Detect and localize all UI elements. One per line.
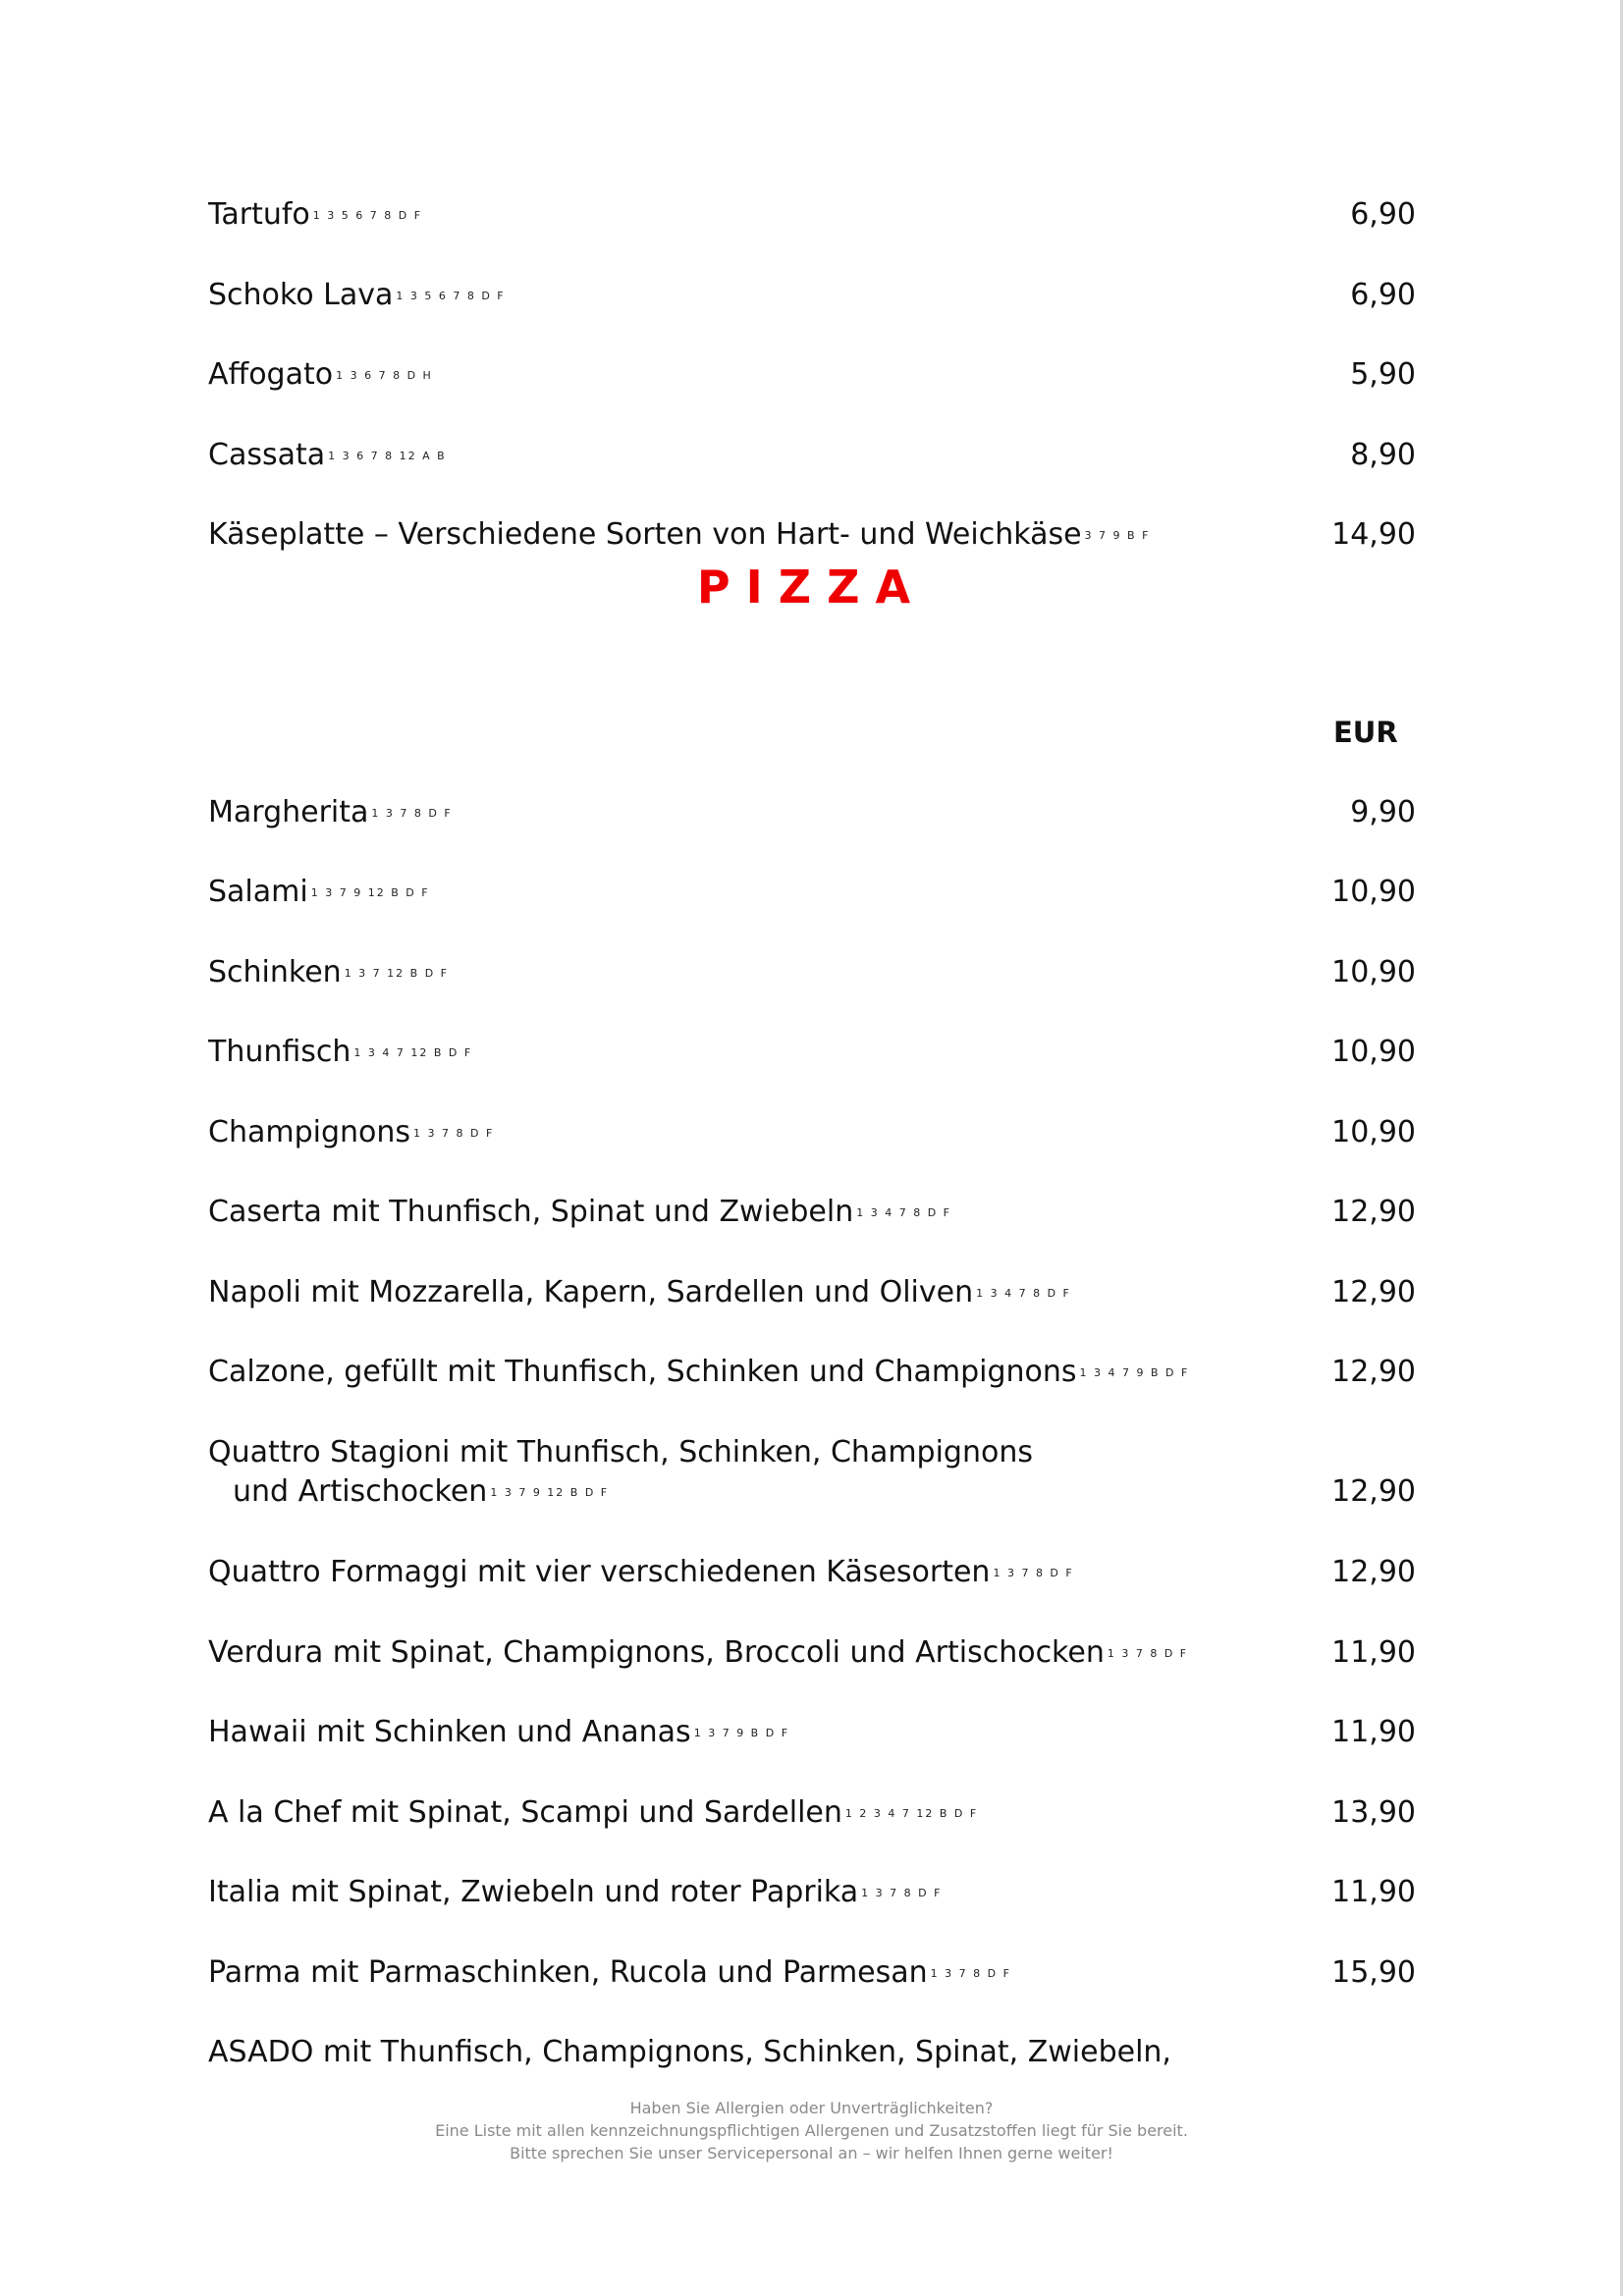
section-title-pizza: PIZZA <box>696 561 927 614</box>
allergen-code: 1 2 3 4 7 12 B D F <box>844 1807 979 1820</box>
allergen-code: 1 3 7 8 D F <box>993 1567 1074 1579</box>
item-name: Cassata <box>208 438 326 472</box>
allergy-note-line-1: Haben Sie Allergien oder Unverträglichkeiten? <box>629 2099 994 2117</box>
menu-item <box>208 1873 1416 1913</box>
item-name: Margherita <box>208 795 369 829</box>
item-price: 12,90 <box>1331 1275 1416 1309</box>
item-price: 12,90 <box>1331 1355 1416 1389</box>
allergy-note <box>0 2097 1623 2164</box>
menu-item <box>208 1193 1416 1233</box>
allergen-code: 1 3 5 6 7 8 D F <box>396 290 506 302</box>
allergen-code: 1 3 7 8 D F <box>413 1127 495 1140</box>
item-price: 12,90 <box>1331 1474 1416 1509</box>
allergen-code: 1 3 7 9 12 B D F <box>310 886 430 899</box>
menu-item <box>208 195 1416 236</box>
menu-item <box>208 793 1416 833</box>
allergen-code: 1 3 6 7 8 12 A B <box>328 450 447 462</box>
menu-item <box>208 436 1416 476</box>
allergen-code: 1 3 4 7 8 D F <box>856 1206 951 1219</box>
menu-item <box>208 2033 1416 2073</box>
allergen-code: 1 3 4 7 9 B D F <box>1079 1366 1190 1379</box>
item-price: 12,90 <box>1331 1195 1416 1229</box>
item-name: ASADO mit Thunfisch, Champignons, Schinken, Spinat, Zwiebeln, <box>208 2035 1171 2069</box>
item-name: Schoko Lava <box>208 278 394 312</box>
allergen-code: 3 7 9 B F <box>1084 529 1151 542</box>
allergen-code: 1 3 4 7 12 B D F <box>353 1046 473 1059</box>
item-name: Caserta mit Thunfisch, Spinat und Zwiebeln <box>208 1195 854 1229</box>
item-name: Schinken <box>208 955 342 989</box>
allergen-code: 1 3 6 7 8 D H <box>336 369 433 382</box>
item-price: 10,90 <box>1331 875 1416 909</box>
allergy-note-line-3: Bitte sprechen Sie unser Servicepersonal an – wir helfen Ihnen gerne weiter! <box>510 2144 1113 2163</box>
item-price: 12,90 <box>1331 1555 1416 1589</box>
item-price: 10,90 <box>1331 1035 1416 1069</box>
item-price: 11,90 <box>1331 1715 1416 1749</box>
item-name: Thunfisch <box>208 1035 352 1069</box>
menu-item <box>208 873 1416 913</box>
item-price: 11,90 <box>1331 1875 1416 1909</box>
item-name: Affogato <box>208 357 334 392</box>
allergy-note-line-2: Eine Liste mit allen kennzeichnungspflichtigen Allergenen und Zusatzstoffen liegt für Sie bereit. <box>435 2121 1188 2140</box>
currency-label: EUR <box>1333 716 1398 749</box>
menu-item <box>208 1353 1416 1393</box>
menu-item <box>208 1433 1416 1513</box>
menu-item <box>208 1113 1416 1153</box>
allergen-code: 1 3 7 9 B D F <box>693 1727 790 1739</box>
allergen-code: 1 3 7 8 D F <box>371 807 453 820</box>
menu-item <box>208 1553 1416 1593</box>
allergen-code: 1 3 7 12 B D F <box>344 967 450 980</box>
item-price: 10,90 <box>1331 1115 1416 1149</box>
allergen-code: 1 3 5 6 7 8 D F <box>312 209 423 222</box>
item-name: Hawaii mit Schinken und Ananas <box>208 1715 691 1749</box>
menu-item <box>208 953 1416 993</box>
menu-item <box>208 1713 1416 1753</box>
item-name: Salami <box>208 875 308 909</box>
item-price: 6,90 <box>1350 278 1416 312</box>
menu-item <box>208 1033 1416 1073</box>
item-price: 9,90 <box>1350 795 1416 829</box>
item-price: 14,90 <box>1331 517 1416 552</box>
allergen-code: 1 3 7 8 D F <box>1107 1647 1189 1660</box>
item-name: Napoli mit Mozzarella, Kapern, Sardellen und Oliven <box>208 1275 974 1309</box>
menu-item <box>208 1633 1416 1674</box>
item-name: Parma mit Parmaschinken, Rucola und Parmesan <box>208 1955 928 1990</box>
item-name-line2: und Artischocken <box>233 1474 488 1509</box>
menu-item <box>208 1953 1416 1994</box>
item-name: Käseplatte – Verschiedene Sorten von Hart- und Weichkäse <box>208 517 1082 552</box>
item-name: Calzone, gefüllt mit Thunfisch, Schinken und Champignons <box>208 1355 1077 1389</box>
menu-item <box>208 276 1416 316</box>
item-price: 11,90 <box>1331 1635 1416 1670</box>
item-name: Champignons <box>208 1115 411 1149</box>
menu-item <box>208 1273 1416 1313</box>
item-name: Tartufo <box>208 197 310 232</box>
allergen-code: 1 3 7 9 12 B D F <box>490 1486 610 1499</box>
menu-item <box>208 1793 1416 1834</box>
allergen-code: 1 3 7 8 D F <box>861 1887 943 1899</box>
item-name-continued <box>208 1472 1416 1513</box>
item-name: A la Chef mit Spinat, Scampi und Sardellen <box>208 1795 842 1830</box>
menu-item <box>208 515 1416 556</box>
allergen-code: 1 3 4 7 8 D F <box>976 1287 1071 1300</box>
item-price: 5,90 <box>1350 357 1416 392</box>
item-price: 15,90 <box>1331 1955 1416 1990</box>
item-name: Quattro Stagioni mit Thunfisch, Schinken, Champignons <box>208 1435 1033 1469</box>
item-price: 6,90 <box>1350 197 1416 232</box>
item-price: 8,90 <box>1350 438 1416 472</box>
item-price: 13,90 <box>1331 1795 1416 1830</box>
allergen-code: 1 3 7 8 D F <box>930 1967 1011 1980</box>
item-price: 10,90 <box>1331 955 1416 989</box>
item-name: Italia mit Spinat, Zwiebeln und roter Paprika <box>208 1875 859 1909</box>
menu-item <box>208 355 1416 396</box>
item-name: Verdura mit Spinat, Champignons, Broccoli und Artischocken <box>208 1635 1105 1670</box>
item-name: Quattro Formaggi mit vier verschiedenen Käsesorten <box>208 1555 991 1589</box>
